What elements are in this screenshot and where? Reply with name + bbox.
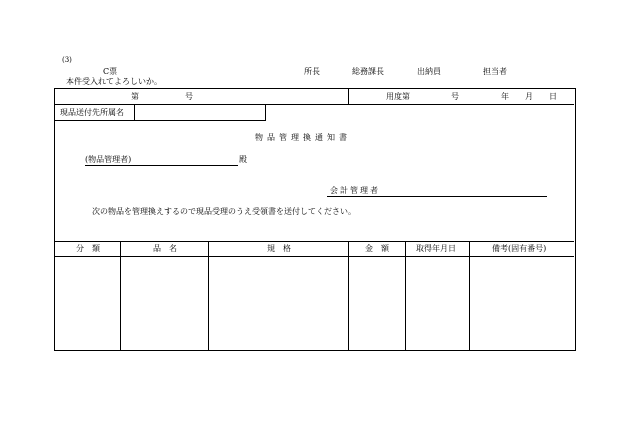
accountant-label: 会計管理者: [330, 186, 380, 195]
dono-label: 殿: [239, 155, 247, 164]
body-text: 次の物品を管理換えするので現品受理のうえ受領書を送付してください。: [92, 207, 356, 216]
role-cashier: 出納員: [417, 67, 441, 76]
table-cell-amount[interactable]: [349, 257, 405, 350]
notice-form: [54, 88, 576, 351]
col-header-item-name: 品 名: [153, 244, 177, 253]
approval-question: 本件受入れてよろしいか。: [66, 77, 162, 86]
accountant-name-field[interactable]: [395, 184, 545, 196]
col-header-amount: 金 額: [365, 244, 389, 253]
form-title: 物品管理換通知書: [255, 133, 351, 142]
day-label: 日: [549, 92, 557, 101]
manager-name-field[interactable]: [135, 153, 238, 165]
table-cell-acquired-date[interactable]: [406, 257, 469, 350]
sender-label: 現品送付先所属名: [60, 108, 124, 117]
col-header-acquired-date: 取得年月日: [416, 244, 456, 253]
month-label: 月: [525, 92, 533, 101]
go-label: 号: [185, 92, 193, 101]
col-header-spec: 規 格: [267, 244, 291, 253]
role-person-in-charge: 担当者: [483, 67, 507, 76]
role-general-affairs-chief: 総務課長: [352, 67, 384, 76]
col-header-category: 分 類: [76, 244, 100, 253]
year-label: 年: [501, 92, 509, 101]
table-cell-category[interactable]: [56, 257, 120, 350]
col-header-remarks: 備考(固有番号): [492, 244, 547, 253]
form-type-label: C票: [103, 67, 118, 76]
manager-label: (物品管理者): [85, 155, 132, 164]
dai-label: 第: [131, 92, 139, 101]
role-director: 所長: [304, 67, 320, 76]
table-cell-remarks[interactable]: [470, 257, 574, 350]
usage-label: 用度第: [386, 92, 410, 101]
table-cell-spec[interactable]: [209, 257, 348, 350]
go2-label: 号: [451, 92, 459, 101]
table-cell-item-name[interactable]: [121, 257, 208, 350]
form-number: (3): [62, 56, 72, 64]
sender-value-field[interactable]: [135, 105, 265, 120]
